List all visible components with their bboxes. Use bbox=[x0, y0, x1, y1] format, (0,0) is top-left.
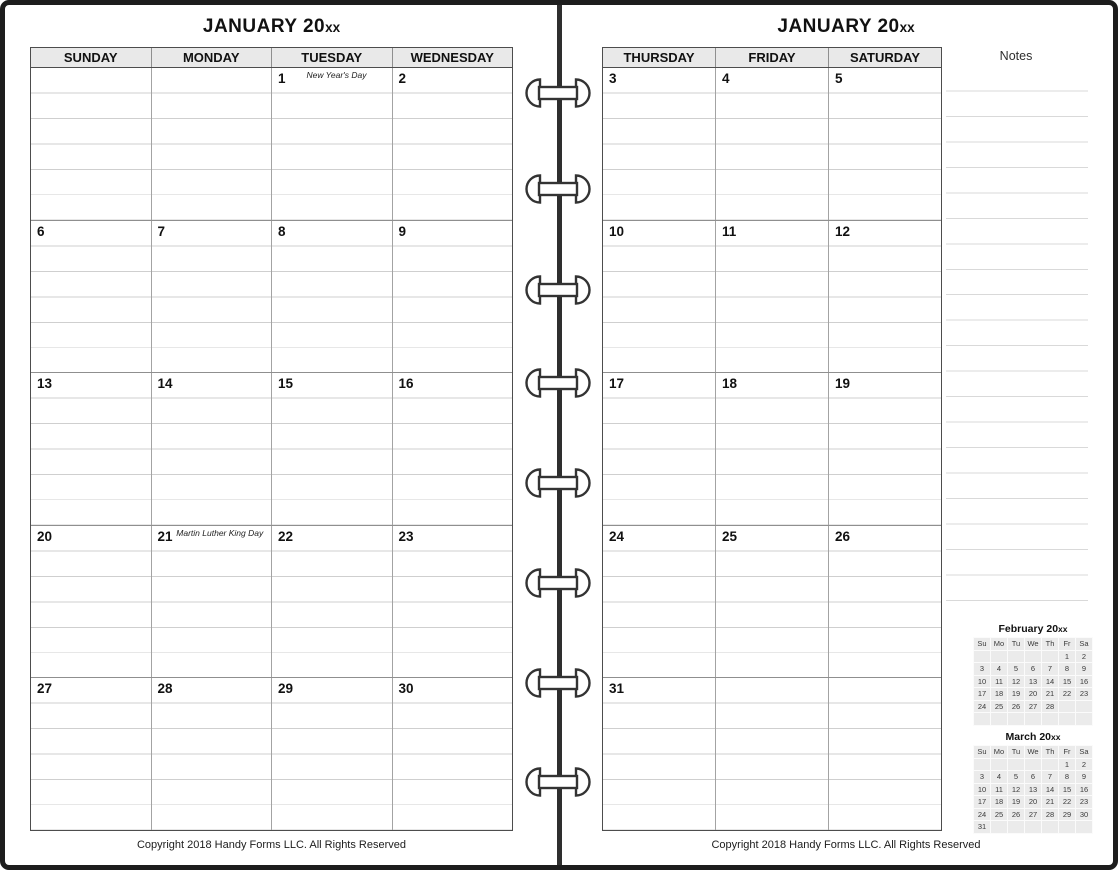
mini-cal-day: 12 bbox=[1008, 675, 1025, 688]
left-month-title-suffix: xx bbox=[325, 20, 341, 35]
mini-cal-day: 31 bbox=[974, 821, 991, 834]
day-cell bbox=[31, 678, 151, 830]
week-row bbox=[603, 372, 941, 525]
mini-cal-feb-title-main: February 20 bbox=[998, 623, 1059, 635]
binder-ring-icon bbox=[523, 78, 593, 108]
day-cell bbox=[715, 526, 828, 678]
mini-cal-day: 28 bbox=[1042, 700, 1059, 713]
mini-cal-dow: Fr bbox=[1059, 746, 1076, 759]
mini-cal-day bbox=[1008, 758, 1025, 771]
right-calendar-grid bbox=[602, 47, 942, 831]
day-cell bbox=[392, 526, 513, 678]
day-cell bbox=[31, 373, 151, 525]
right-copyright-text: Copyright 2018 Handy Forms LLC. All Rights Reserved bbox=[711, 839, 981, 851]
mini-cal-day: 13 bbox=[1025, 783, 1042, 796]
binder-ring-icon bbox=[523, 668, 593, 698]
notes-ruled-lines bbox=[946, 66, 1088, 623]
day-cell bbox=[271, 68, 392, 220]
mini-cal-day bbox=[974, 758, 991, 771]
day-header-saturday: SATURDAY bbox=[828, 48, 941, 67]
week-row bbox=[603, 68, 941, 220]
mini-cal-day: 3 bbox=[974, 771, 991, 784]
mini-cal-day: 4 bbox=[991, 663, 1008, 676]
day-number: 22 bbox=[278, 528, 294, 544]
day-header-tuesday: TUESDAY bbox=[271, 48, 392, 67]
mini-cal-day: 16 bbox=[1076, 675, 1093, 688]
mini-calendar-march-title bbox=[973, 731, 1093, 743]
day-number: 12 bbox=[835, 223, 851, 239]
day-number: 31 bbox=[609, 681, 625, 697]
mini-cal-dow: Su bbox=[974, 638, 991, 651]
day-number: 21 bbox=[157, 528, 173, 544]
day-number: 27 bbox=[37, 681, 53, 697]
day-header-sunday: SUNDAY bbox=[63, 50, 118, 65]
mini-cal-day bbox=[1008, 821, 1025, 834]
left-calendar-grid bbox=[30, 47, 513, 831]
mini-cal-day: 20 bbox=[1025, 688, 1042, 701]
left-day-header-row bbox=[31, 48, 512, 68]
week-row bbox=[603, 220, 941, 373]
mini-cal-day: 23 bbox=[1076, 688, 1093, 701]
day-number: 16 bbox=[398, 376, 414, 392]
mini-cal-day: 1 bbox=[1059, 758, 1076, 771]
mini-cal-day: 4 bbox=[991, 771, 1008, 784]
day-cell bbox=[828, 221, 941, 373]
mini-cal-day: 8 bbox=[1059, 663, 1076, 676]
mini-cal-day bbox=[1059, 700, 1076, 713]
week-row bbox=[31, 372, 512, 525]
mini-cal-day: 7 bbox=[1042, 663, 1059, 676]
mini-cal-day: 26 bbox=[1008, 700, 1025, 713]
left-copyright-text: Copyright 2018 Handy Forms LLC. All Rights Reserved bbox=[136, 839, 406, 851]
day-cell bbox=[603, 526, 715, 678]
notes-label: Notes bbox=[999, 49, 1033, 63]
mini-cal-day: 21 bbox=[1042, 796, 1059, 809]
mini-cal-day bbox=[1025, 713, 1042, 726]
mini-cal-day: 24 bbox=[974, 808, 991, 821]
mini-cal-dow: Su bbox=[974, 746, 991, 759]
week-row bbox=[31, 220, 512, 373]
day-cell bbox=[828, 678, 941, 830]
day-cell bbox=[151, 526, 272, 678]
mini-cal-day: 5 bbox=[1008, 663, 1025, 676]
week-row bbox=[603, 525, 941, 678]
mini-cal-day bbox=[991, 758, 1008, 771]
mini-cal-day: 2 bbox=[1076, 650, 1093, 663]
mini-cal-day: 16 bbox=[1076, 783, 1093, 796]
mini-cal-dow: Th bbox=[1042, 638, 1059, 651]
day-number: 7 bbox=[157, 223, 166, 239]
binder-ring-icon bbox=[523, 275, 593, 305]
mini-calendar-march bbox=[973, 731, 1093, 834]
mini-cal-day: 22 bbox=[1059, 688, 1076, 701]
day-cell bbox=[271, 678, 392, 830]
mini-cal-day: 12 bbox=[1008, 783, 1025, 796]
day-cell bbox=[603, 68, 715, 220]
week-row bbox=[31, 677, 512, 830]
day-number: 4 bbox=[722, 71, 730, 86]
mini-cal-dow: We bbox=[1025, 638, 1042, 651]
day-number: 25 bbox=[722, 528, 738, 544]
mini-cal-day bbox=[991, 713, 1008, 726]
day-header-monday: MONDAY bbox=[151, 48, 272, 67]
mini-cal-day bbox=[1076, 821, 1093, 834]
mini-cal-day: 1 bbox=[1059, 650, 1076, 663]
mini-cal-day bbox=[1025, 758, 1042, 771]
mini-cal-day: 27 bbox=[1025, 700, 1042, 713]
mini-cal-day: 8 bbox=[1059, 771, 1076, 784]
right-month-title-main: JANUARY 20 bbox=[777, 16, 900, 37]
mini-cal-day: 2 bbox=[1076, 758, 1093, 771]
day-number: 10 bbox=[609, 223, 625, 239]
day-number: 24 bbox=[609, 528, 625, 544]
mini-cal-dow: Sa bbox=[1076, 746, 1093, 759]
day-cell bbox=[271, 221, 392, 373]
mini-cal-day: 29 bbox=[1059, 808, 1076, 821]
mini-cal-day bbox=[1025, 821, 1042, 834]
mini-calendar-february-title bbox=[973, 623, 1093, 635]
right-day-header-row bbox=[603, 48, 941, 68]
day-cell bbox=[31, 526, 151, 678]
day-cell bbox=[603, 678, 715, 830]
day-number: 30 bbox=[398, 681, 414, 697]
mini-cal-day bbox=[1059, 713, 1076, 726]
day-cell bbox=[392, 221, 513, 373]
mini-cal-day: 10 bbox=[974, 783, 991, 796]
mini-cal-day: 6 bbox=[1025, 663, 1042, 676]
day-number: 20 bbox=[37, 528, 53, 544]
mini-cal-mar-title-main: March 20 bbox=[1005, 731, 1052, 743]
mini-cal-day: 26 bbox=[1008, 808, 1025, 821]
day-cell bbox=[603, 373, 715, 525]
mini-cal-day: 15 bbox=[1059, 783, 1076, 796]
mini-cal-day bbox=[1059, 821, 1076, 834]
day-cell bbox=[31, 68, 151, 220]
day-number: 26 bbox=[835, 528, 851, 544]
day-cell bbox=[392, 373, 513, 525]
mini-cal-day bbox=[1025, 650, 1042, 663]
binder-ring-icon bbox=[523, 468, 593, 498]
mini-cal-dow: We bbox=[1025, 746, 1042, 759]
mini-cal-day: 21 bbox=[1042, 688, 1059, 701]
mini-calendar-february-table bbox=[973, 637, 1093, 726]
mini-cal-day: 19 bbox=[1008, 796, 1025, 809]
day-number: 11 bbox=[722, 223, 737, 239]
week-row bbox=[31, 68, 512, 220]
day-cell bbox=[715, 221, 828, 373]
day-number: 9 bbox=[398, 223, 407, 239]
mini-cal-day: 13 bbox=[1025, 675, 1042, 688]
day-number: 28 bbox=[157, 681, 173, 697]
day-cell bbox=[715, 373, 828, 525]
day-number: 6 bbox=[37, 223, 45, 239]
mini-cal-day: 20 bbox=[1025, 796, 1042, 809]
mini-cal-day: 14 bbox=[1042, 783, 1059, 796]
day-cell bbox=[828, 373, 941, 525]
mini-cal-day: 6 bbox=[1025, 771, 1042, 784]
mini-cal-day bbox=[1042, 821, 1059, 834]
mini-calendar-february bbox=[973, 623, 1093, 726]
mini-cal-day bbox=[1042, 758, 1059, 771]
day-cell bbox=[392, 68, 513, 220]
right-month-title bbox=[602, 16, 1090, 38]
mini-cal-dow: Fr bbox=[1059, 638, 1076, 651]
day-number: 13 bbox=[37, 376, 53, 392]
mini-cal-day bbox=[974, 713, 991, 726]
mini-cal-day: 30 bbox=[1076, 808, 1093, 821]
mini-cal-day: 19 bbox=[1008, 688, 1025, 701]
day-number: 8 bbox=[278, 223, 286, 239]
mini-cal-day: 28 bbox=[1042, 808, 1059, 821]
mini-cal-day bbox=[974, 650, 991, 663]
mini-cal-day bbox=[1076, 713, 1093, 726]
mini-cal-day bbox=[991, 821, 1008, 834]
mini-cal-day: 5 bbox=[1008, 771, 1025, 784]
day-number: 19 bbox=[835, 376, 851, 392]
mini-cal-day: 18 bbox=[991, 688, 1008, 701]
mini-cal-day: 24 bbox=[974, 700, 991, 713]
day-cell bbox=[715, 678, 828, 830]
day-number: 3 bbox=[609, 71, 617, 86]
mini-cal-dow: Tu bbox=[1008, 746, 1025, 759]
binder-ring-icon bbox=[523, 767, 593, 797]
day-cell bbox=[392, 678, 513, 830]
day-number: 1 bbox=[278, 71, 286, 86]
day-header-friday: FRIDAY bbox=[715, 48, 828, 67]
mini-cal-day: 23 bbox=[1076, 796, 1093, 809]
mini-cal-mar-title-suffix: xx bbox=[1051, 732, 1061, 742]
mini-cal-dow: Tu bbox=[1008, 638, 1025, 651]
day-cell bbox=[603, 221, 715, 373]
day-number: 23 bbox=[398, 528, 414, 544]
mini-cal-day: 7 bbox=[1042, 771, 1059, 784]
day-number: 15 bbox=[278, 376, 294, 392]
mini-cal-day: 3 bbox=[974, 663, 991, 676]
left-month-title bbox=[30, 16, 513, 38]
holiday-label: Martin Luther King Day bbox=[176, 527, 264, 538]
mini-cal-day bbox=[1008, 650, 1025, 663]
day-header-thursday: THURSDAY bbox=[623, 50, 695, 65]
mini-cal-day: 18 bbox=[991, 796, 1008, 809]
binder-ring-icon bbox=[523, 368, 593, 398]
left-month-title-main: JANUARY 20 bbox=[202, 16, 326, 37]
binder-ring-icon bbox=[523, 568, 593, 598]
mini-cal-day bbox=[991, 650, 1008, 663]
day-cell bbox=[151, 373, 272, 525]
holiday-label: New Year's Day bbox=[306, 70, 367, 80]
mini-cal-day: 22 bbox=[1059, 796, 1076, 809]
mini-cal-day: 15 bbox=[1059, 675, 1076, 688]
mini-cal-day bbox=[1076, 700, 1093, 713]
mini-cal-day: 25 bbox=[991, 808, 1008, 821]
mini-cal-day: 27 bbox=[1025, 808, 1042, 821]
day-cell bbox=[271, 373, 392, 525]
day-number: 2 bbox=[398, 71, 407, 86]
day-cell bbox=[151, 68, 272, 220]
day-cell bbox=[828, 526, 941, 678]
mini-cal-day: 11 bbox=[991, 675, 1008, 688]
mini-cal-day bbox=[1008, 713, 1025, 726]
day-number: 18 bbox=[722, 376, 738, 392]
mini-cal-day: 9 bbox=[1076, 663, 1093, 676]
mini-calendar-march-table bbox=[973, 745, 1093, 834]
mini-cal-day: 11 bbox=[991, 783, 1008, 796]
day-cell bbox=[715, 68, 828, 220]
mini-cal-day: 14 bbox=[1042, 675, 1059, 688]
day-number: 14 bbox=[157, 376, 173, 392]
day-cell bbox=[31, 221, 151, 373]
day-number: 29 bbox=[278, 681, 294, 697]
binder-spine bbox=[557, 5, 562, 870]
week-row bbox=[31, 525, 512, 678]
day-cell bbox=[271, 526, 392, 678]
mini-cal-day: 9 bbox=[1076, 771, 1093, 784]
mini-cal-day: 17 bbox=[974, 688, 991, 701]
mini-cal-day: 17 bbox=[974, 796, 991, 809]
day-number: 17 bbox=[609, 376, 625, 392]
day-header-wednesday: WEDNESDAY bbox=[392, 48, 513, 67]
day-number: 5 bbox=[835, 71, 843, 86]
mini-cal-dow: Th bbox=[1042, 746, 1059, 759]
mini-cal-dow: Mo bbox=[991, 638, 1008, 651]
mini-cal-dow: Mo bbox=[991, 746, 1008, 759]
mini-cal-day: 10 bbox=[974, 675, 991, 688]
day-cell bbox=[828, 68, 941, 220]
mini-cal-day bbox=[1042, 650, 1059, 663]
binder-ring-icon bbox=[523, 174, 593, 204]
mini-cal-day: 25 bbox=[991, 700, 1008, 713]
mini-cal-feb-title-suffix: xx bbox=[1058, 624, 1068, 634]
mini-cal-dow: Sa bbox=[1076, 638, 1093, 651]
right-month-title-suffix: xx bbox=[899, 20, 915, 35]
day-cell bbox=[151, 678, 272, 830]
day-cell bbox=[151, 221, 272, 373]
mini-cal-day bbox=[1042, 713, 1059, 726]
week-row bbox=[603, 677, 941, 830]
